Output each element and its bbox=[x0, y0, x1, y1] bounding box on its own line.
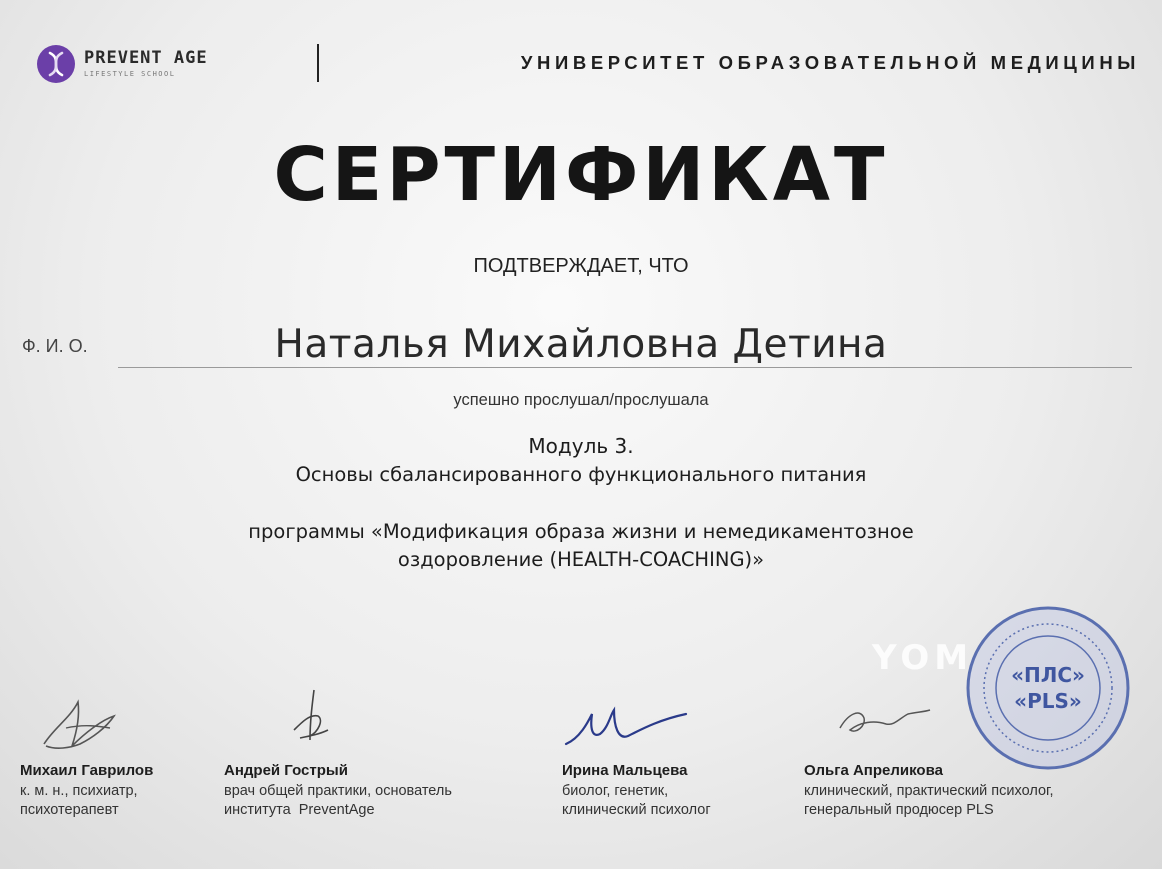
stamp-text-line1: «ПЛС» bbox=[1011, 663, 1085, 687]
signer-role-line1: клинический, практический психолог, bbox=[804, 783, 1054, 799]
completed-text: успешно прослушал/прослушала bbox=[453, 391, 709, 409]
module-title: Основы сбалансированного функционального питания bbox=[295, 463, 867, 486]
signer-gostry bbox=[224, 762, 452, 820]
logo-name: PREVENT AGE bbox=[84, 48, 208, 68]
signature-gostry bbox=[280, 686, 340, 746]
signer-role-line1: врач общей практики, основатель bbox=[224, 783, 452, 799]
fio-label: Ф. И. О. bbox=[22, 336, 88, 356]
signature-aprelikova bbox=[834, 700, 934, 744]
signer-role-line1: биолог, генетик, bbox=[562, 783, 669, 799]
dna-logo-icon bbox=[36, 44, 76, 84]
signer-gavrilov bbox=[20, 762, 153, 820]
program-name-line1: программы «Модификация образа жизни и немедикаментозное bbox=[248, 520, 914, 543]
signature-maltseva bbox=[562, 692, 692, 754]
program-name-line2: оздоровление (HEALTH-COACHING)» bbox=[397, 548, 765, 571]
signer-name: Михаил Гаврилов bbox=[20, 762, 154, 779]
signer-maltseva bbox=[562, 762, 711, 820]
confirms-text: ПОДТВЕРЖДАЕТ, ЧТО bbox=[473, 255, 689, 277]
certificate-title: СЕРТИФИКАТ bbox=[273, 132, 889, 218]
signer-name: Ирина Мальцева bbox=[562, 762, 688, 779]
signer-role-line1: к. м. н., психиатр, bbox=[20, 783, 138, 799]
university-name: УНИВЕРСИТЕТ ОБРАЗОВАТЕЛЬНОЙ МЕДИЦИНЫ bbox=[520, 52, 1140, 73]
signer-role-line2: института PreventAge bbox=[224, 802, 375, 818]
signer-aprelikova bbox=[804, 762, 1054, 820]
signer-role-line2: генеральный продюсер PLS bbox=[804, 802, 994, 818]
watermark-text: YOM bbox=[872, 638, 974, 678]
header-divider bbox=[317, 44, 319, 82]
name-underline bbox=[118, 367, 1132, 368]
signer-name: Ольга Апреликова bbox=[804, 762, 943, 779]
signer-name: Андрей Гострый bbox=[224, 762, 348, 779]
module-number: Модуль 3. bbox=[528, 434, 634, 458]
stamp-text-line2: «PLS» bbox=[1014, 689, 1082, 713]
recipient-name: Наталья Михайловна Детина bbox=[274, 322, 888, 367]
signature-gavrilov bbox=[36, 688, 126, 754]
signer-role-line2: психотерапевт bbox=[20, 802, 119, 818]
pls-stamp bbox=[964, 604, 1132, 772]
signer-role-line2: клинический психолог bbox=[562, 802, 711, 818]
logo-subtitle: LIFESTYLE SCHOOL bbox=[84, 70, 176, 78]
prevent-age-logo bbox=[36, 44, 208, 84]
